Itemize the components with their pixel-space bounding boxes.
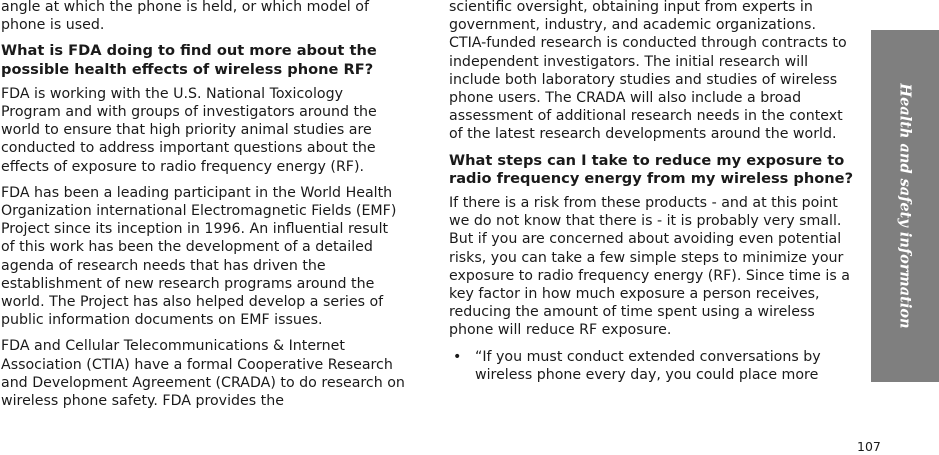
left-column: [1, 0, 406, 418]
bullet-list: [449, 348, 857, 384]
section-side-tab-label: Health and safety information: [896, 83, 914, 329]
right-column: [449, 0, 857, 384]
right-paragraph: If there is a risk from these products - and at this point we do not know that there is - it is probably very small. But if you are concerned about avoiding even potential risks, you can take a few simple steps to minimize your exposure to radio frequency energy (RF). Since time is a key factor in how much exposure a person receives, reducing the amount of time spent using a wireless phone will reduce RF exposure.: [449, 195, 850, 339]
section-side-tab: [871, 30, 939, 382]
left-continued-paragraph: angle at which the phone is held, or which model of phone is used.: [1, 0, 369, 34]
right-continued-paragraph: scientific oversight, obtaining input from experts in government, industry, and academic organizations. CTIA-funded research is conducted through contracts to independent investigators. The initial research will include both laboratory studies and studies of wireless phone users. The CRADA will also include a broad assessment of additional research needs in the context of the latest research developments around the world.: [449, 0, 847, 143]
left-paragraph-3: FDA and Cellular Telecommunications & Internet Association (CTIA) have a formal Cooperative Research and Development Agreement (CRADA) to do research on wireless phone safety. FDA provides the: [1, 338, 405, 410]
page-number: 107: [857, 439, 881, 454]
left-paragraph-1: FDA is working with the U.S. National Toxicology Program and with groups of investigators around the world to ensure that high priority animal studies are conducted to address important questions about the effects of exposure to radio frequency energy (RF).: [1, 85, 377, 175]
bullet-text: “If you must conduct extended conversations by wireless phone every day, you could place more: [475, 348, 821, 383]
bullet-item: [449, 348, 857, 384]
bullet-dot-icon: •: [453, 348, 462, 365]
left-paragraph-2: FDA has been a leading participant in the World Health Organization international Electromagnetic Fields (EMF) Project since its inception in 1996. An influential result of this work has been the development of a detailed agenda of research needs that has driven the establishment of new research programs around the world. The Project has also helped develop a series of public information documents on EMF issues.: [1, 184, 397, 329]
reduce-exposure-heading: What steps can I take to reduce my exposure to radio frequency energy from my wireless phone?: [449, 151, 854, 187]
fda-research-heading: What is FDA doing to find out more about the possible health effects of wireless phone RF?: [1, 42, 377, 78]
